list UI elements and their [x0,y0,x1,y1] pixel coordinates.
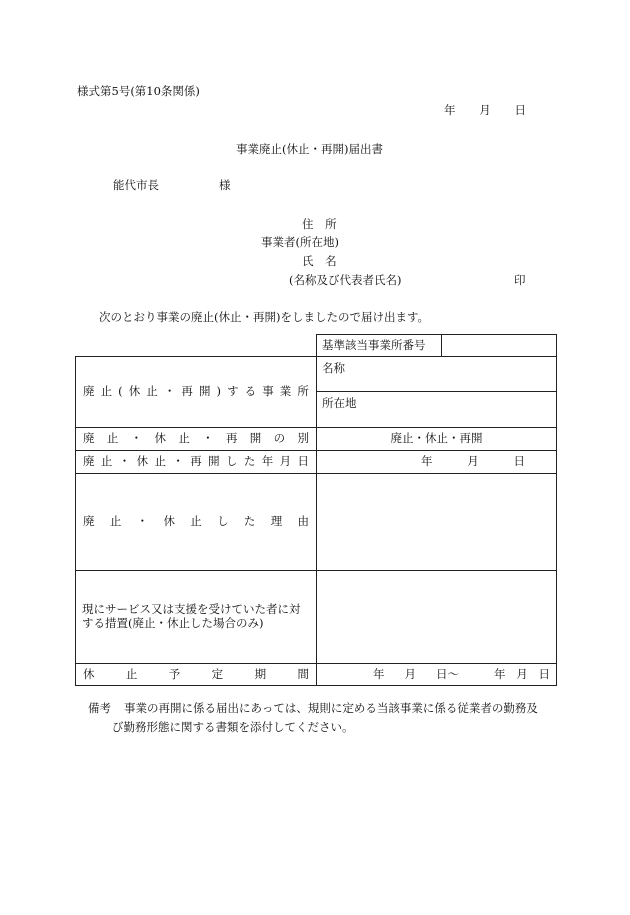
measures-label: 現にサービス又は支援を受けていた者に対する措置(廃止・休止した場合のみ) [76,571,317,664]
note-label: 備考 [88,701,111,715]
seal-mark: 印 [514,273,526,287]
office-label-text: 廃 止 ( 休 止 ・ 再 開 ) す る 事 業 所 [83,384,309,399]
office-location-label: 所在地 [322,396,357,410]
measures-field[interactable] [317,571,557,664]
notification-table [75,334,557,686]
address-label: 住 所 [302,217,337,231]
reason-label [76,474,317,571]
name-note: (名称及び代表者氏名) [289,273,402,287]
addressee-name: 能代市長 [113,178,159,192]
submission-date: 年 月 日 [444,103,526,117]
period-end-day: 日 [538,666,550,681]
office-number-label: 基準該当事業所番号 [317,335,442,357]
period-label-text: 休 止 予 定 期 間 [83,666,309,681]
period-end-month: 月 [516,666,528,681]
intro-text: 次のとおり事業の廃止(休止・再開)をしましたので届け出ます。 [99,310,430,324]
type-label [76,428,317,451]
type-value[interactable]: 廃止・休止・再開 [317,428,557,451]
office-name-field[interactable] [317,357,557,392]
office-location-field[interactable] [317,392,557,428]
period-start-day: 日〜 [436,666,459,681]
form-number: 様式第5号(第10条関係) [77,84,200,98]
blank-cell [76,335,317,357]
period-start-year: 年 [373,666,385,681]
office-label [76,357,317,428]
name-label: 氏 名 [302,254,337,268]
period-start-month: 月 [404,666,416,681]
date-label [76,451,317,474]
period-label [76,664,317,686]
period-field[interactable] [317,664,557,686]
reason-field[interactable] [317,474,557,571]
date-day-unit: 日 [513,454,525,469]
date-year-unit: 年 [421,454,433,469]
period-end-year: 年 [494,666,506,681]
note-line-2: び勤務形態に関する書類を添付してください。 [112,720,354,734]
office-name-label: 名称 [322,361,345,375]
date-field[interactable] [317,451,557,474]
addressee-honorific: 様 [219,178,231,192]
date-month-unit: 月 [467,454,479,469]
date-label-text: 廃 止 ・ 休 止 ・ 再 開 し た 年 月 日 [83,454,309,469]
business-label: 事業者(所在地) [261,235,339,249]
note-line-1: 事業の再開に係る届出にあっては、規則に定める当該事業に係る従業者の勤務及 [124,701,538,715]
reason-label-text: 廃 止 ・ 休 止 し た 理 由 [83,514,309,529]
type-label-text: 廃 止 ・ 休 止 ・ 再 開 の 別 [83,431,309,446]
form-title: 事業廃止(休止・再開)届出書 [236,142,383,156]
office-number-field[interactable] [442,335,557,357]
